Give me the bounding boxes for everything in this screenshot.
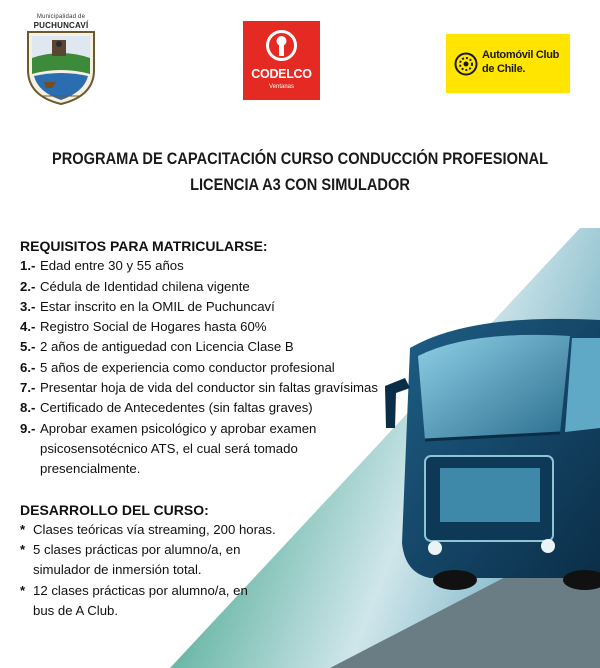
requirement-item [20, 317, 460, 337]
requirement-text: Presentar hoja de vida del conductor sin faltas gravísimas [40, 380, 378, 396]
course-heading: DESARROLLO DEL CURSO: [20, 501, 209, 518]
requirement-number: 9.- [20, 420, 36, 436]
course-item [20, 540, 460, 581]
page-title [42, 146, 558, 198]
requirement-item [20, 297, 460, 317]
requirement-text: Aprobar examen psicológico y aprobar examen psicosensotécnico ATS, el cual será tomado presencialmente. [40, 420, 317, 477]
codelco-name: CODELCO [251, 67, 312, 81]
title-line1: PROGRAMA DE CAPACITACIÓN CURSO CONDUCCIÓN PROFESIONAL [51, 149, 549, 168]
course-item [20, 520, 460, 540]
requirement-number: 6.- [20, 359, 36, 375]
bullet-mark: * [20, 521, 26, 537]
municipality-logo [18, 14, 104, 106]
codelco-subtitle: Ventanas [268, 84, 295, 90]
codelco-emblem-icon [265, 29, 298, 62]
municipality-line1: Municipalidad de [36, 14, 86, 20]
requirement-item [20, 419, 460, 480]
requirement-text: Registro Social de Hogares hasta 60% [40, 319, 267, 335]
requirement-number: 3.- [20, 298, 36, 314]
course-item [20, 581, 460, 622]
requirement-number: 8.- [20, 400, 36, 416]
requirement-text: 2 años de antiguedad con Licencia Clase B [40, 339, 294, 355]
requirement-item [20, 378, 460, 398]
requirement-number: 2.- [20, 278, 36, 294]
requirement-item [20, 337, 460, 357]
requirement-number: 7.- [20, 380, 36, 396]
course-text: Clases teóricas vía streaming, 200 horas. [33, 521, 276, 537]
content [20, 236, 460, 621]
title-line2: LICENCIA A3 CON SIMULADOR [190, 175, 410, 194]
requirements-heading: REQUISITOS PARA MATRICULARSE: [20, 238, 268, 254]
requirement-number: 5.- [20, 339, 36, 355]
requirement-item [20, 398, 460, 418]
requirement-text: Certificado de Antecedentes (sin faltas graves) [40, 400, 313, 416]
course-text: 12 clases prácticas por alumno/a, en bus de A Club. [33, 582, 248, 619]
requirement-number: 1.- [20, 258, 36, 274]
codelco-logo [243, 21, 320, 100]
requirement-number: 4.- [20, 319, 36, 335]
requirement-text: Edad entre 30 y 55 años [40, 258, 184, 274]
automovil-club-line1: Automóvil Club [482, 49, 560, 61]
logo-header [0, 0, 600, 120]
automovil-club-logo [446, 34, 570, 93]
requirement-item [20, 277, 460, 297]
municipality-line2: PUCHUNCAVÍ [33, 21, 89, 30]
requirement-text: Estar inscrito en la OMIL de Puchuncaví [40, 298, 275, 314]
bullet-mark: * [20, 542, 26, 558]
requirement-text: Cédula de Identidad chilena vigente [40, 278, 250, 294]
course-text: 5 clases prácticas por alumno/a, en simulador de inmersión total. [33, 542, 241, 578]
requirement-item [20, 358, 460, 378]
municipality-shield-icon [22, 30, 100, 106]
requirement-text: 5 años de experiencia como conductor profesional [40, 359, 335, 375]
bullet-mark: * [20, 582, 26, 598]
requirement-item [20, 256, 460, 276]
automovil-club-line2: de Chile. [482, 63, 526, 75]
automovil-club-emblem-icon [454, 52, 478, 76]
